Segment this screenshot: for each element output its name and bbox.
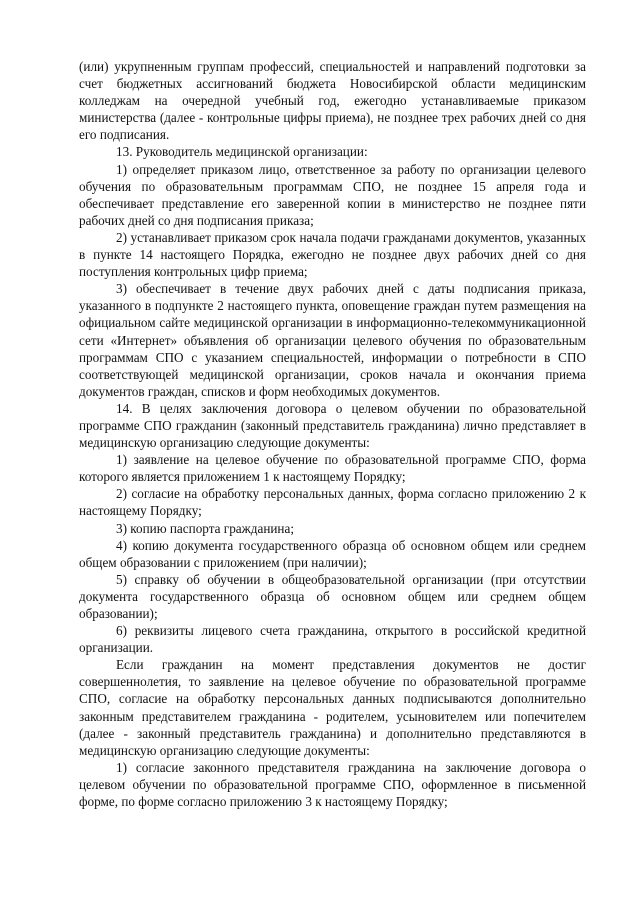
- paragraph-item-13-1: 1) определяет приказом лицо, ответственное за работу по организации целевого обучения по образовательным программам СПО, не позднее 15 апреля года и обеспечивает представление его заверенной копии в министерство не позднее пяти рабочих дней со дня подписания приказа;: [79, 161, 586, 228]
- paragraph-section-13-heading: 13. Руководитель медицинской организации:: [116, 144, 368, 160]
- paragraph-item-14-3: 3) копию паспорта гражданина;: [116, 520, 295, 536]
- paragraph-item-14-1: 1) заявление на целевое обучение по образовательной программе СПО, форма которого является приложением 1 к настоящему Порядку;: [79, 452, 586, 485]
- paragraph-item-14-2: 2) согласие на обработку персональных данных, форма согласно приложению 2 к настоящему Порядку;: [79, 486, 586, 519]
- paragraph-section-14-intro: 14. В целях заключения договора о целевом обучении по образовательной программе СПО гражданин (законный представитель гражданина) лично представляет в медицинскую организацию следующие документы:: [79, 400, 586, 451]
- paragraph-item-14-4: 4) копию документа государственного образца об основном общем или среднем общем образовании с приложением (при наличии);: [79, 537, 586, 570]
- paragraph-minor-item-1: 1) согласие законного представителя гражданина на заключение договора о целевом обучении по образовательной программе СПО, оформленное в письменной форме, по форме согласно приложению 3 к настоящему Порядку;: [79, 759, 586, 810]
- paragraph-continuation: (или) укрупненным группам профессий, специальностей и направлений подготовки за счет бюджетных ассигнований бюджета Новосибирской области медицинским колледжам на очередной учебный год, ежегодно устанавливаемые приказом министерства (далее - контрольные цифры приема), не позднее трех рабочих дней со дня его подписания.: [79, 59, 586, 143]
- paragraph-item-13-3: 3) обеспечивает в течение двух рабочих дней с даты подписания приказа, указанного в подпункте 2 настоящего пункта, оповещение граждан путем размещения на официальном сайте медицинской организации в информационно-телекоммуникационной сети «Интернет» объявления об организации целевого обучения по образовательным программам СПО с указанием специальностей, информации о потребности в СПО соответствующей медицинской организации, сроков начала и окончания приема документов граждан, списков и форм необходимых документов.: [79, 281, 586, 399]
- paragraph-item-14-6: 6) реквизиты лицевого счета гражданина, открытого в российской кредитной организации.: [79, 623, 586, 656]
- document-page: [79, 58, 586, 810]
- paragraph-item-13-2: 2) устанавливает приказом срок начала подачи гражданами документов, указанных в пункте 14 настоящего Порядка, ежегодно не позднее двух рабочих дней со дня поступления контрольных цифр приема;: [79, 229, 586, 280]
- paragraph-item-14-5: 5) справку об обучении в общеобразовательной организации (при отсутствии документа государственного образца об основном общем или среднем общем образовании);: [79, 571, 586, 621]
- paragraph-minor-clause: Если гражданин на момент представления документов не достиг совершеннолетия, то заявление на целевое обучение по образовательной программе СПО, согласие на обработку персональных данных подписываются дополнительно законным представителем гражданина - родителем, усыновителем или попечителем (далее - законный представитель гражданина) и дополнительно представляются в медицинскую организацию следующие документы:: [79, 657, 586, 758]
